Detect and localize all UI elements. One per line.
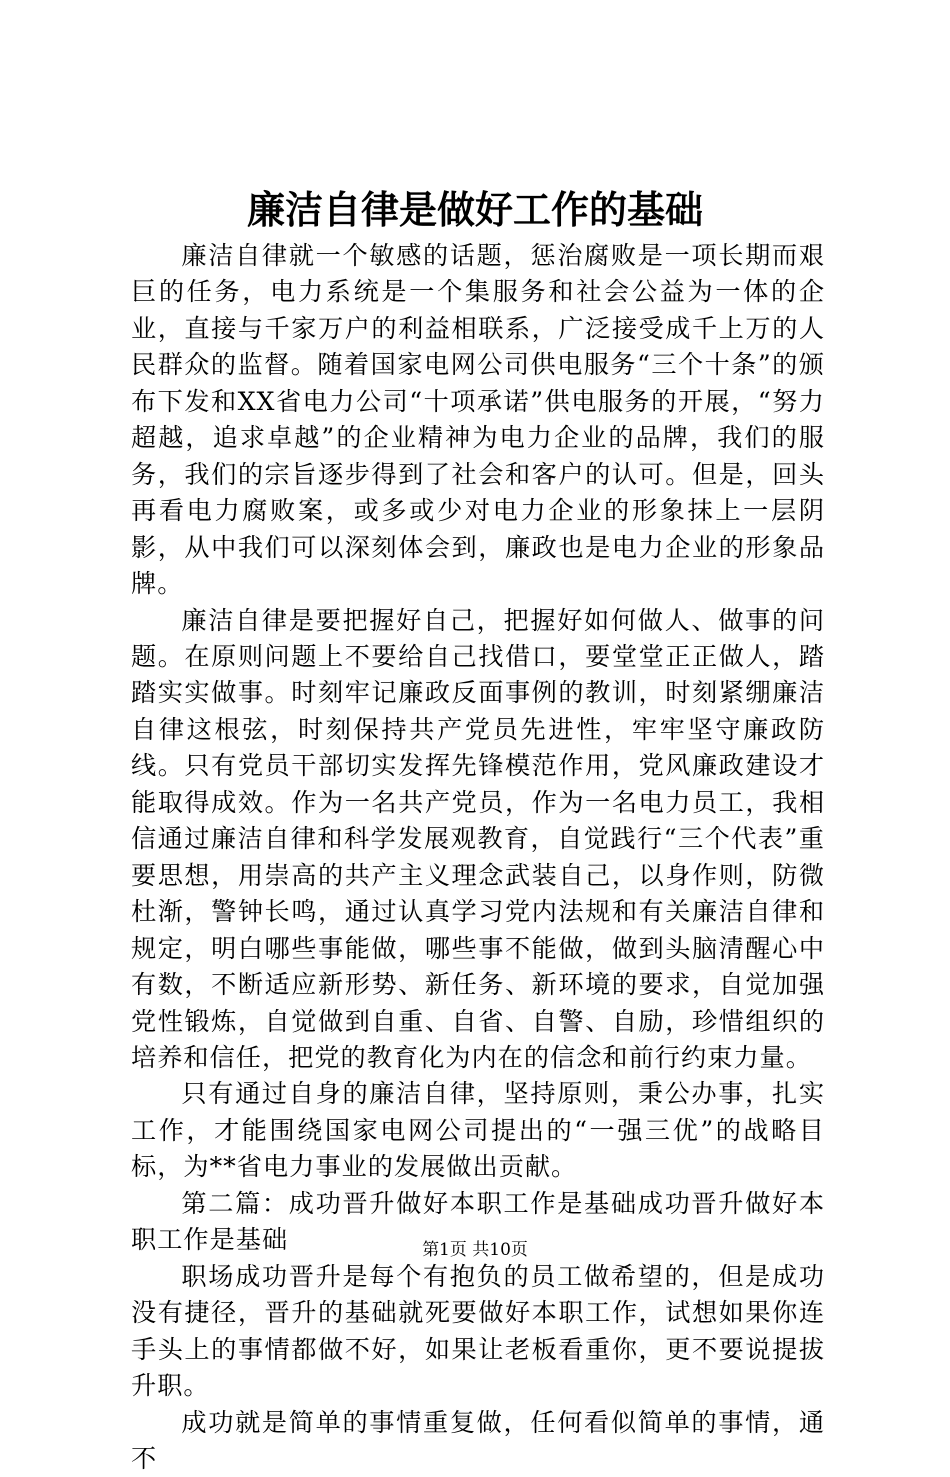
paragraph-5: 成功就是简单的事情重复做，任何看似简单的事情，通不	[131, 1405, 825, 1477]
paragraph-4: 职场成功晋升是每个有抱负的员工做希望的，但是成功没有捷径，晋升的基础就死要做好本职工作，试想如果你连手头上的事情都做不好，如果让老板看重你，更不要说提拔升职。	[131, 1259, 825, 1405]
paragraph-3: 只有通过自身的廉洁自律，坚持原则，秉公办事，扎实工作，才能围绕国家电网公司提出的“一强三优”的战略目标，为**省电力事业的发展做出贡献。	[131, 1076, 825, 1185]
paragraph-1: 廉洁自律就一个敏感的话题，惩治腐败是一项长期而艰巨的任务，电力系统是一个集服务和社会公益为一体的企业，直接与千家万户的利益相联系，广泛接受成千上万的人民群众的监督。随着国家电网公司供电服务“三个十条”的颁布下发和XX省电力公司“十项承诺”供电服务的开展，“努力超越，追求卓越”的企业精神为电力企业的品牌，我们的服务，我们的宗旨逐步得到了社会和客户的认可。但是，回头再看电力腐败案，或多或少对电力企业的形象抹上一层阴影，从中我们可以深刻体会到，廉政也是电力企业的形象品牌。	[131, 238, 825, 603]
document-body	[131, 238, 825, 1477]
document-title: 廉洁自律是做好工作的基础	[0, 184, 950, 236]
section-heading: 第二篇：成功晋升做好本职工作是基础成功晋升做好本职工作是基础	[131, 1186, 825, 1259]
paragraph-2: 廉洁自律是要把握好自己，把握好如何做人、做事的问题。在原则问题上不要给自己找借口，要堂堂正正做人，踏踏实实做事。时刻牢记廉政反面事例的教训，时刻紧绷廉洁自律这根弦，时刻保持共产党员先进性，牢牢坚守廉政防线。只有党员干部切实发挥先锋模范作用，党风廉政建设才能取得成效。作为一名共产党员，作为一名电力员工，我相信通过廉洁自律和科学发展观教育，自觉践行“三个代表”重要思想，用崇高的共产主义理念武装自己，以身作则，防微杜渐，警钟长鸣，通过认真学习党内法规和有关廉洁自律和规定，明白哪些事能做，哪些事不能做，做到头脑清醒心中有数，不断适应新形势、新任务、新环境的要求，自觉加强党性锻炼，自觉做到自重、自省、自警、自励，珍惜组织的培养和信任，把党的教育化为内在的信念和前行约束力量。	[131, 603, 825, 1077]
page-footer: 第1页 共10页	[0, 1238, 950, 1262]
